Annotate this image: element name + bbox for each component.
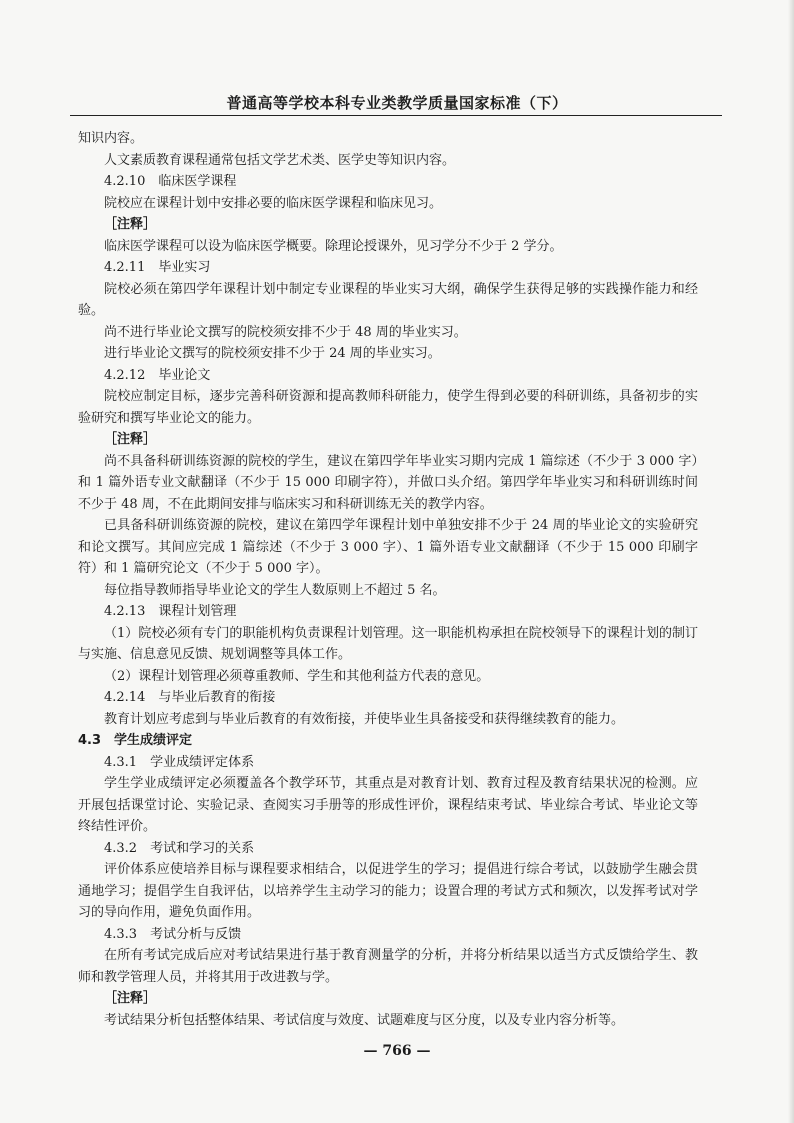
body-paragraph: 知识内容。 <box>78 131 144 146</box>
page-number: — 766 — <box>363 1043 431 1059</box>
section-heading: 4.2.10 临床医学课程 <box>104 174 237 189</box>
section-heading: 4.2.13 课程计划管理 <box>104 604 237 619</box>
body-paragraph: 尚不进行毕业论文撰写的院校须安排不少于 48 周的毕业实习。 <box>104 324 467 340</box>
body-paragraph: （1）院校必须有专门的职能机构负责课程计划管理。这一职能机构承担在院校领导下的课程计划的制订与实施、信息意见反馈、规划调整等具体工作。 <box>78 625 698 662</box>
body-paragraph: 已具备科研训练资源的院校，建议在第四学年课程计划中单独安排不少于 24 周的毕业论文的实验研究和论文撰写。其间应完成 1 篇综述（不少于 3 000 字）、1 篇外语专业文献翻译（不少于 15 000 印刷字符）和 1 篇研究论文（不少于 5 000 字）。 <box>78 518 698 576</box>
body-paragraph: 尚不具备科研训练资源的院校的学生，建议在第四学年毕业实习期内完成 1 篇综述（不少于 3 000 字）和 1 篇外语专业文献翻译（不少于 15 000 印刷字符），并做口头介绍。第四学年毕业实习和科研训练时间不少于 48 周，不在此期间安排与临床实习和科研训练无关的教学内容。 <box>78 453 698 512</box>
page-body <box>78 128 698 1031</box>
section-heading: 4.2.11 毕业实习 <box>104 260 211 275</box>
body-paragraph: 学生学业成绩评定必须覆盖各个教学环节，其重点是对教育计划、教育过程及教育结果状况的检测。应开展包括课堂讨论、实验记录、查阅实习手册等的形成性评价，课程结束考试、毕业综合考试、毕业论文等终结性评价。 <box>78 776 698 834</box>
section-heading: 4.2.14 与毕业后教育的衔接 <box>104 690 276 705</box>
body-paragraph: 在所有考试完成后应对考试结果进行基于教育测量学的分析，并将分析结果以适当方式反馈给学生、教师和教学管理人员，并将其用于改进教与学。 <box>78 948 698 985</box>
section-heading: 4.2.12 毕业论文 <box>104 367 211 383</box>
note-label: ［注释］ <box>104 217 157 232</box>
section-heading: 4.3.3 考试分析与反馈 <box>104 926 242 942</box>
body-paragraph: 评价体系应使培养目标与课程要求相结合，以促进学生的学习；提倡进行综合考试，以鼓励学生融会贯通地学习；提倡学生自我评估，以培养学生主动学习的能力；设置合理的考试方式和频次，以发挥考试对学习的导向作用，避免负面作用。 <box>78 862 698 920</box>
section-heading: 4.3.2 考试和学习的关系 <box>104 840 255 856</box>
running-header: 普通高等学校本科专业类教学质量国家标准（下） <box>226 94 568 112</box>
body-paragraph: 教育计划应考虑到与毕业后教育的有效衔接，并使毕业生具备接受和获得继续教育的能力。 <box>104 711 625 727</box>
body-paragraph: 临床医学课程可以设为临床医学概要。除理论授课外，见习学分不少于 2 学分。 <box>104 238 563 254</box>
body-paragraph: 院校应制定目标，逐步完善科研资源和提高教师科研能力，使学生得到必要的科研训练，具备初步的实验研究和撰写毕业论文的能力。 <box>78 389 698 426</box>
body-paragraph: （2）课程计划管理必须尊重教师、学生和其他利益方代表的意见。 <box>104 668 490 684</box>
scan-edge-shadow <box>788 0 794 1123</box>
body-paragraph: 人文素质教育课程通常包括文学艺术类、医学史等知识内容。 <box>104 152 456 168</box>
note-label: ［注释］ <box>104 432 157 447</box>
header-divider <box>70 115 722 116</box>
section-heading: 4.3.1 学业成绩评定体系 <box>104 754 255 770</box>
body-paragraph: 院校必须在第四学年课程计划中制定专业课程的毕业实习大纲，确保学生获得足够的实践操作能力和经验。 <box>78 281 698 318</box>
body-paragraph: 每位指导教师指导毕业论文的学生人数原则上不超过 5 名。 <box>104 582 446 598</box>
section-title: 4.3 学生成绩评定 <box>78 733 193 748</box>
note-label: ［注释］ <box>104 991 157 1006</box>
body-paragraph: 考试结果分析包括整体结果、考试信度与效度、试题难度与区分度，以及专业内容分析等。 <box>104 1012 625 1028</box>
body-paragraph: 进行毕业论文撰写的院校须安排不少于 24 周的毕业实习。 <box>104 346 441 361</box>
body-paragraph: 院校应在课程计划中安排必要的临床医学课程和临床见习。 <box>104 195 443 211</box>
